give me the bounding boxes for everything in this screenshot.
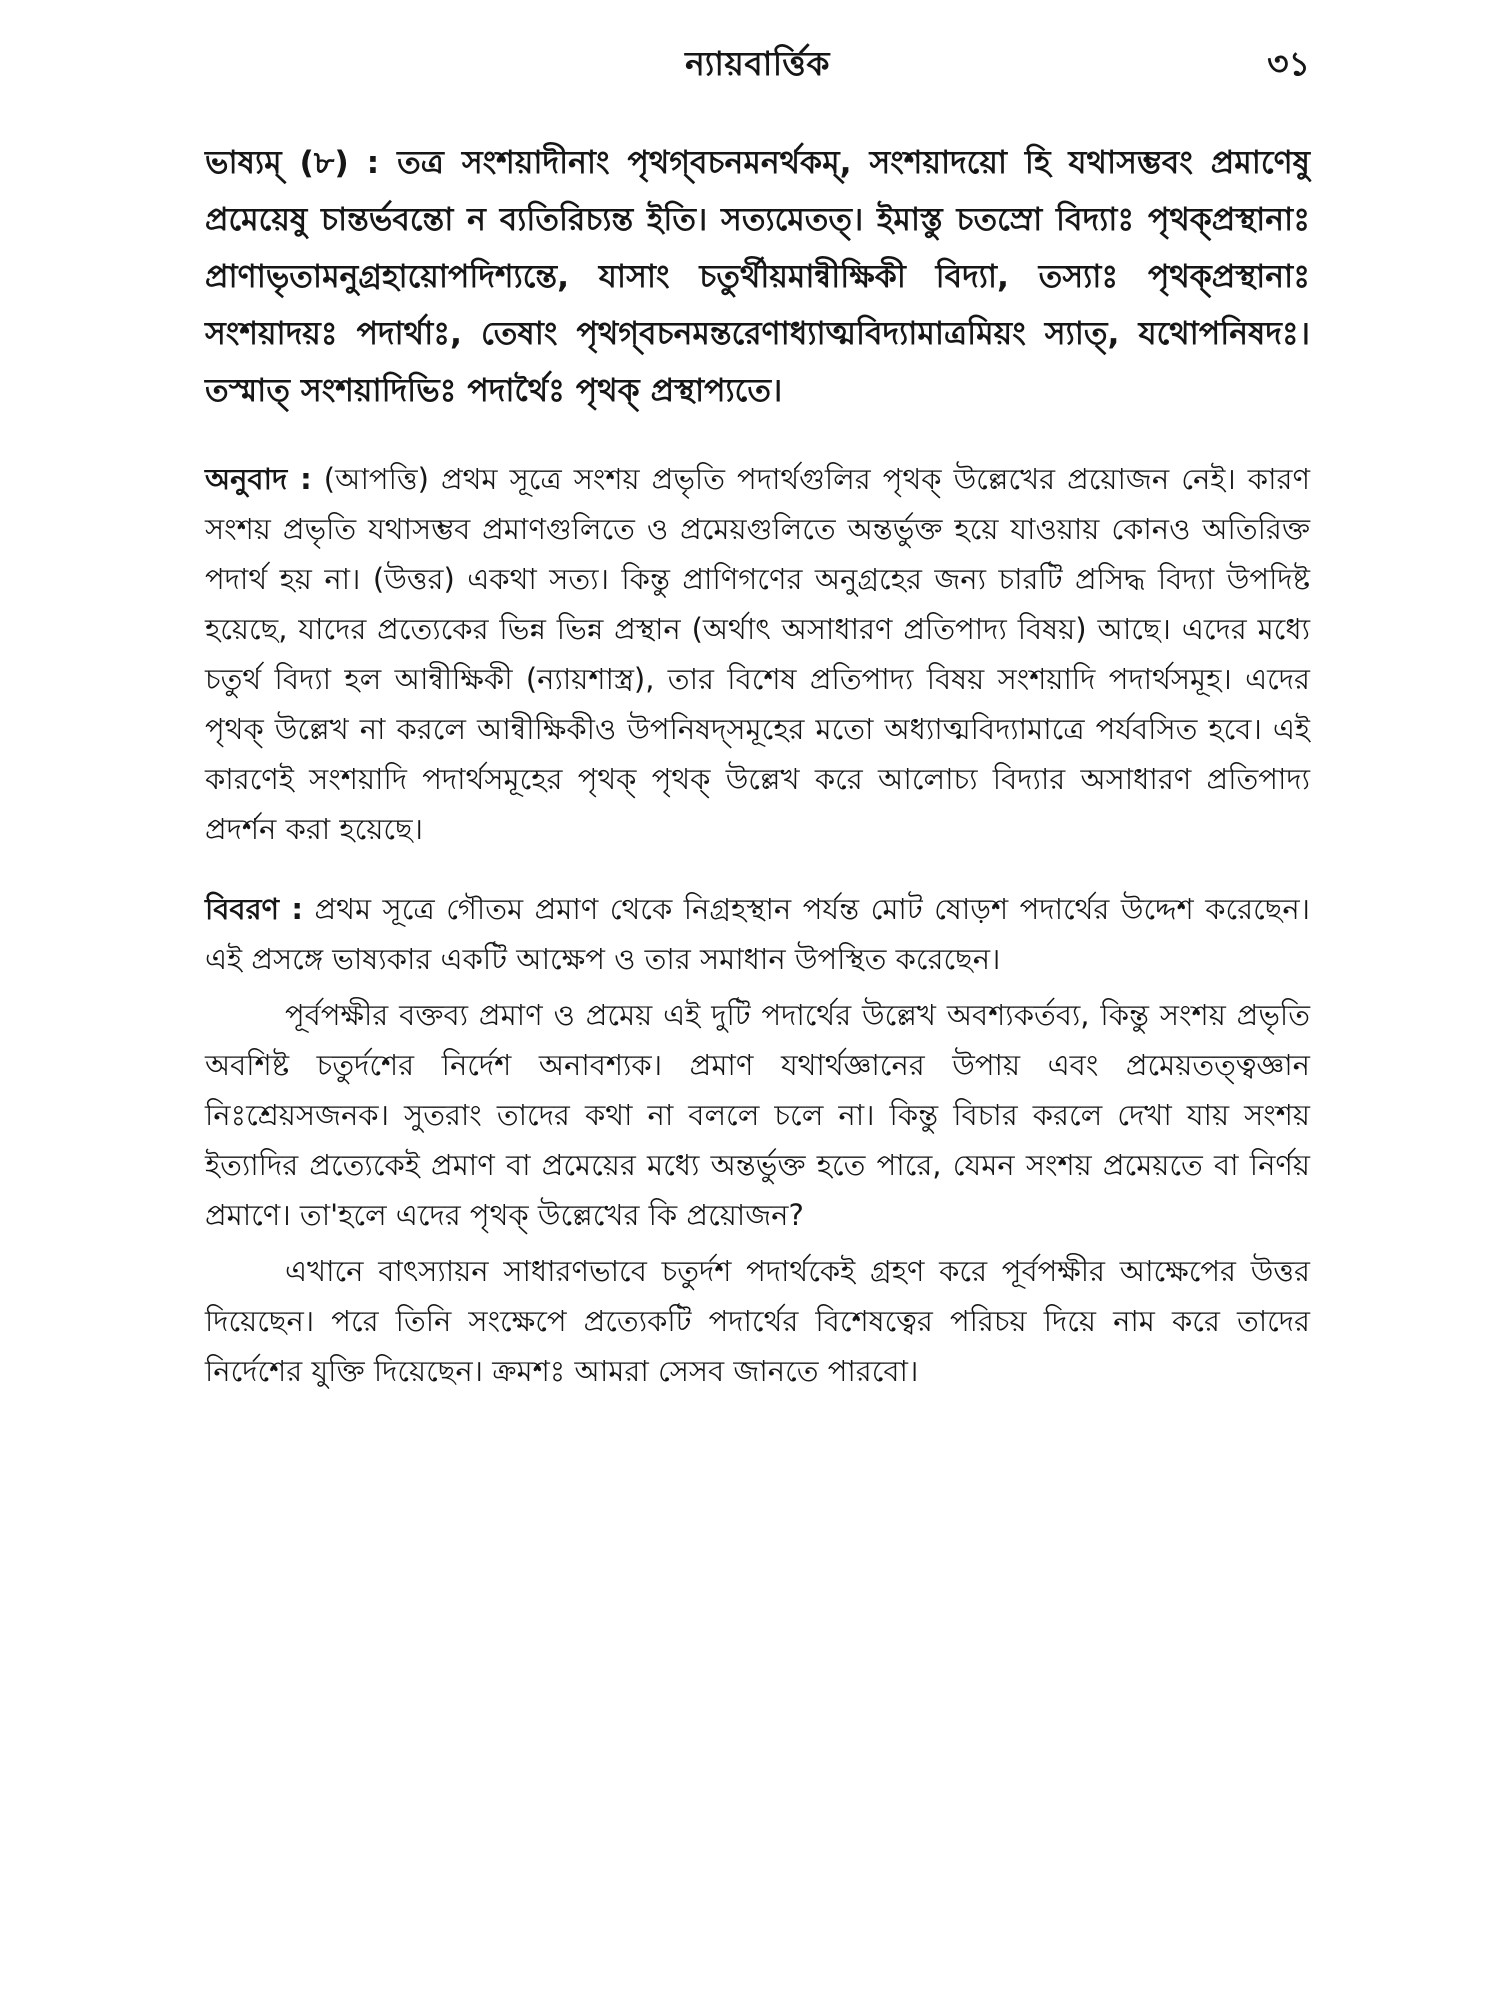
bhashya-text: তত্র সংশয়াদীনাং পৃথগ্‌বচনমনর্থকম্, সংশয়াদয়ো হি যথাসম্ভবং প্রমাণেষু প্রমেয়েষু চান্তর্ভবন্তো ন ব্যতিরিচ্যন্ত ইতি। সত্যমেতত্। ইমাস্তু চতস্রো বিদ্যাঃ পৃথক্‌প্রস্থানাঃ প্রাণাভৃতামনুগ্রহায়োপদিশ্যন্তে, যাসাং চতুর্থীয়মান্বীক্ষিকী বিদ্যা, তস্যাঃ পৃথক্‌প্রস্থানাঃ সংশয়াদয়ঃ পদার্থাঃ, তেষাং পৃথগ্‌বচনমন্তরেণাধ্যাত্মবিদ্যামাত্রমিয়ং স্যাত্, যথোপনিষদঃ। তস্মাত্ সংশয়াদিভিঃ পদার্থৈঃ পৃথক্ প্রস্থাপ্যতে। [205,145,1310,409]
bhashya-passage [205,135,1310,420]
commentary-paragraph [205,884,1310,984]
bhashya-label: ভাষ্যম্ (৮) : [205,145,380,181]
running-header [205,38,1310,98]
page-number: ৩১ [1267,44,1310,83]
running-title: ন্যায়বার্ত্তিক [685,44,830,83]
commentary-label: বিবরণ : [205,892,304,926]
translation-label: অনুবাদ : [205,462,312,496]
page-body [205,135,1310,1402]
body-paragraph-2: এখানে বাৎস্যায়ন সাধারণভাবে চতুর্দশ পদার্থকেই গ্রহণ করে পূর্বপক্ষীর আক্ষেপের উত্তর দিয়েছেন। পরে তিনি সংক্ষেপে প্রত্যেকটি পদার্থের বিশেষত্বের পরিচয় দিয়ে নাম করে তাদের নির্দেশের যুক্তি দিয়েছেন। ক্রমশঃ আমরা সেসব জানতে পারবো। [205,1254,1310,1388]
translation-paragraph [205,454,1310,854]
commentary-text: প্রথম সূত্রে গৌতম প্রমাণ থেকে নিগ্রহস্থান পর্যন্ত মোট ষোড়শ পদার্থের উদ্দেশ করেছেন। এই প্রসঙ্গে ভাষ্যকার একটি আক্ষেপ ও তার সমাধান উপস্থিত করেছেন। [205,892,1311,976]
translation-text: (আপত্তি) প্রথম সূত্রে সংশয় প্রভৃতি পদার্থগুলির পৃথক্ উল্লেখের প্রয়োজন নেই। কারণ সংশয় প্রভৃতি যথাসম্ভব প্রমাণগুলিতে ও প্রমেয়গুলিতে অন্তর্ভুক্ত হয়ে যাওয়ায় কোনও অতিরিক্ত পদার্থ হয় না। (উত্তর) একথা সত্য। কিন্তু প্রাণিগণের অনুগ্রহের জন্য চারটি প্রসিদ্ধ বিদ্যা উপদিষ্ট হয়েছে, যাদের প্রত্যেকের ভিন্ন ভিন্ন প্রস্থান (অর্থাৎ অসাধারণ প্রতিপাদ্য বিষয়) আছে। এদের মধ্যে চতুর্থ বিদ্যা হল আন্বীক্ষিকী (ন্যায়শাস্ত্র), তার বিশেষ প্রতিপাদ্য বিষয় সংশয়াদি পদার্থসমূহ। এদের পৃথক্ উল্লেখ না করলে আন্বীক্ষিকীও উপনিষদ্‌সমূহের মতো অধ্যাত্মবিদ্যামাত্রে পর্যবসিত হবে। এই কারণেই সংশয়াদি পদার্থসমূহের পৃথক্ পৃথক্ উল্লেখ করে আলোচ্য বিদ্যার অসাধারণ প্রতিপাদ্য প্রদর্শন করা হয়েছে। [205,462,1310,846]
body-paragraph-1: পূর্বপক্ষীর বক্তব্য প্রমাণ ও প্রমেয় এই দুটি পদার্থের উল্লেখ অবশ্যকর্তব্য, কিন্তু সংশয় প্রভৃতি অবশিষ্ট চতুর্দশের নির্দেশ অনাবশ্যক। প্রমাণ যথার্থজ্ঞানের উপায় এবং প্রমেয়তত্ত্বজ্ঞান নিঃশ্রেয়সজনক। সুতরাং তাদের কথা না বললে চলে না। কিন্তু বিচার করলে দেখা যায় সংশয় ইত্যাদির প্রত্যেকেই প্রমাণ বা প্রমেয়ের মধ্যে অন্তর্ভুক্ত হতে পারে, যেমন সংশয় প্রমেয়তে বা নির্ণয় প্রমাণে। তা'হলে এদের পৃথক্ উল্লেখের কি প্রয়োজন? [205,998,1310,1232]
